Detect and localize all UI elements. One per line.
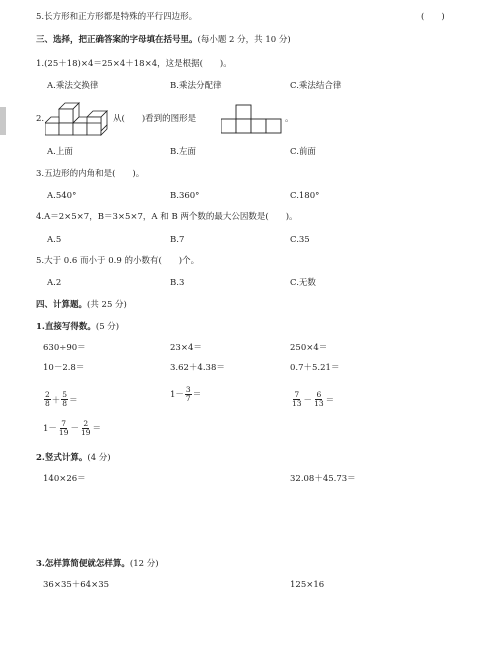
numerator: 2 [45,390,50,399]
q3-option-c[interactable]: C.180° [290,191,320,201]
oral-calc-item: 23×4＝ [170,343,202,353]
calc-part-3-header [36,559,159,570]
view-shape-figure [221,104,283,134]
oral-calc-item: 10－2.8＝ [43,363,85,373]
section-4-title: 四、计算题。 [36,300,88,310]
q1-option-c[interactable]: C.乘法结合律 [290,81,342,91]
operator: － [303,395,313,406]
fraction-expression-1 [43,382,78,408]
fraction-expression-2 [170,382,201,403]
choice-question-2-number: 2. [36,114,45,124]
q4-option-c[interactable]: C.35 [290,235,310,245]
choice-question-3: 3.五边形的内角和是( )。 [36,169,145,179]
vertical-calc-item: 140×26＝ [43,474,86,484]
denominator: 19 [80,427,91,437]
q2-option-c[interactable]: C.前面 [290,147,316,157]
calc-part-2-title: 2.竖式计算。 [36,453,88,463]
numerator: 7 [61,418,67,428]
section-3-title: 三、选择，把正确答案的字母填在括号里。 [36,35,198,45]
q5-option-a[interactable]: A.2 [47,278,62,288]
denominator: 8 [62,399,68,408]
true-false-item-5: 5.长方形和正方形都是特殊的平行四边形。 [36,12,198,22]
calc-part-3-title: 3.怎样算简便就怎样算。 [36,559,130,569]
numerator: 6 [316,390,322,399]
operator: ＋ [51,395,61,406]
calc-part-1-note: (5 分) [95,322,120,332]
oral-calc-item: 630÷90＝ [43,343,86,353]
choice-question-2-stem: 从( )看到的图形是 [113,114,197,124]
choice-question-1: 1.(25＋18)×4＝25×4＋18×4，这是根据( )。 [36,59,232,69]
q4-option-a[interactable]: A.5 [47,235,62,245]
choice-question-4: 4.A＝2×5×7，B＝3×5×7，A 和 B 两个数的最大公因数是( )。 [36,212,298,222]
q2-option-b[interactable]: B.左面 [170,147,196,157]
q4-option-b[interactable]: B.7 [170,235,185,245]
choice-question-2-end: 。 [285,114,294,124]
vertical-calc-item: 32.08＋45.73＝ [290,474,356,484]
section-4-score-note: (共 25 分) [87,300,127,310]
equals-sign: ＝ [69,395,78,406]
q2-option-a[interactable]: A.上面 [47,147,73,157]
denominator: 8 [45,399,50,408]
simplify-calc-item: 36×35＋64×35 [43,580,110,590]
denominator: 19 [58,427,69,437]
answer-parentheses[interactable]: ( ) [421,12,445,22]
denominator: 13 [314,399,324,408]
q3-option-a[interactable]: A.540° [47,191,77,201]
calc-part-1-header [36,322,119,333]
equals-sign: ＝ [325,395,335,406]
choice-question-5: 5.大于 0.6 而小于 0.9 的小数有( )个。 [36,256,200,266]
q1-option-b[interactable]: B.乘法分配律 [170,81,222,91]
fraction-expression-3 [290,382,334,408]
leading-term: 1－ [170,390,184,400]
simplify-calc-item: 125×16 [290,580,325,590]
numerator: 2 [83,418,89,428]
oral-calc-item: 250×4＝ [290,343,328,353]
fraction-expression-4 [43,416,101,437]
operator: － [70,424,79,434]
q5-option-b[interactable]: B.3 [170,278,185,288]
denominator: 7 [185,393,191,403]
section-3-score-note: (每小题 2 分，共 10 分) [197,35,291,45]
calc-part-2-header [36,453,111,464]
oral-calc-item: 0.7＋5.21＝ [290,363,340,373]
calc-part-1-title: 1.直接写得数。 [36,322,96,332]
section-3-header [36,35,291,46]
section-4-header [36,300,127,311]
oral-calc-item: 3.62＋4.38＝ [170,363,225,373]
leading-term: 1－ [43,424,57,434]
q5-option-c[interactable]: C.无数 [290,278,316,288]
numerator: 7 [294,390,300,399]
q3-option-b[interactable]: B.360° [170,191,200,201]
scan-page-edge [0,107,6,135]
denominator: 13 [292,399,302,408]
calc-part-2-note: (4 分) [87,453,111,463]
numerator: 3 [185,384,191,394]
calc-part-3-note: (12 分) [129,559,159,569]
numerator: 5 [62,390,68,399]
equals-sign: ＝ [192,390,202,400]
cube-stack-3d-figure [45,100,113,136]
equals-sign: ＝ [92,424,102,434]
q1-option-a[interactable]: A.乘法交换律 [47,81,99,91]
